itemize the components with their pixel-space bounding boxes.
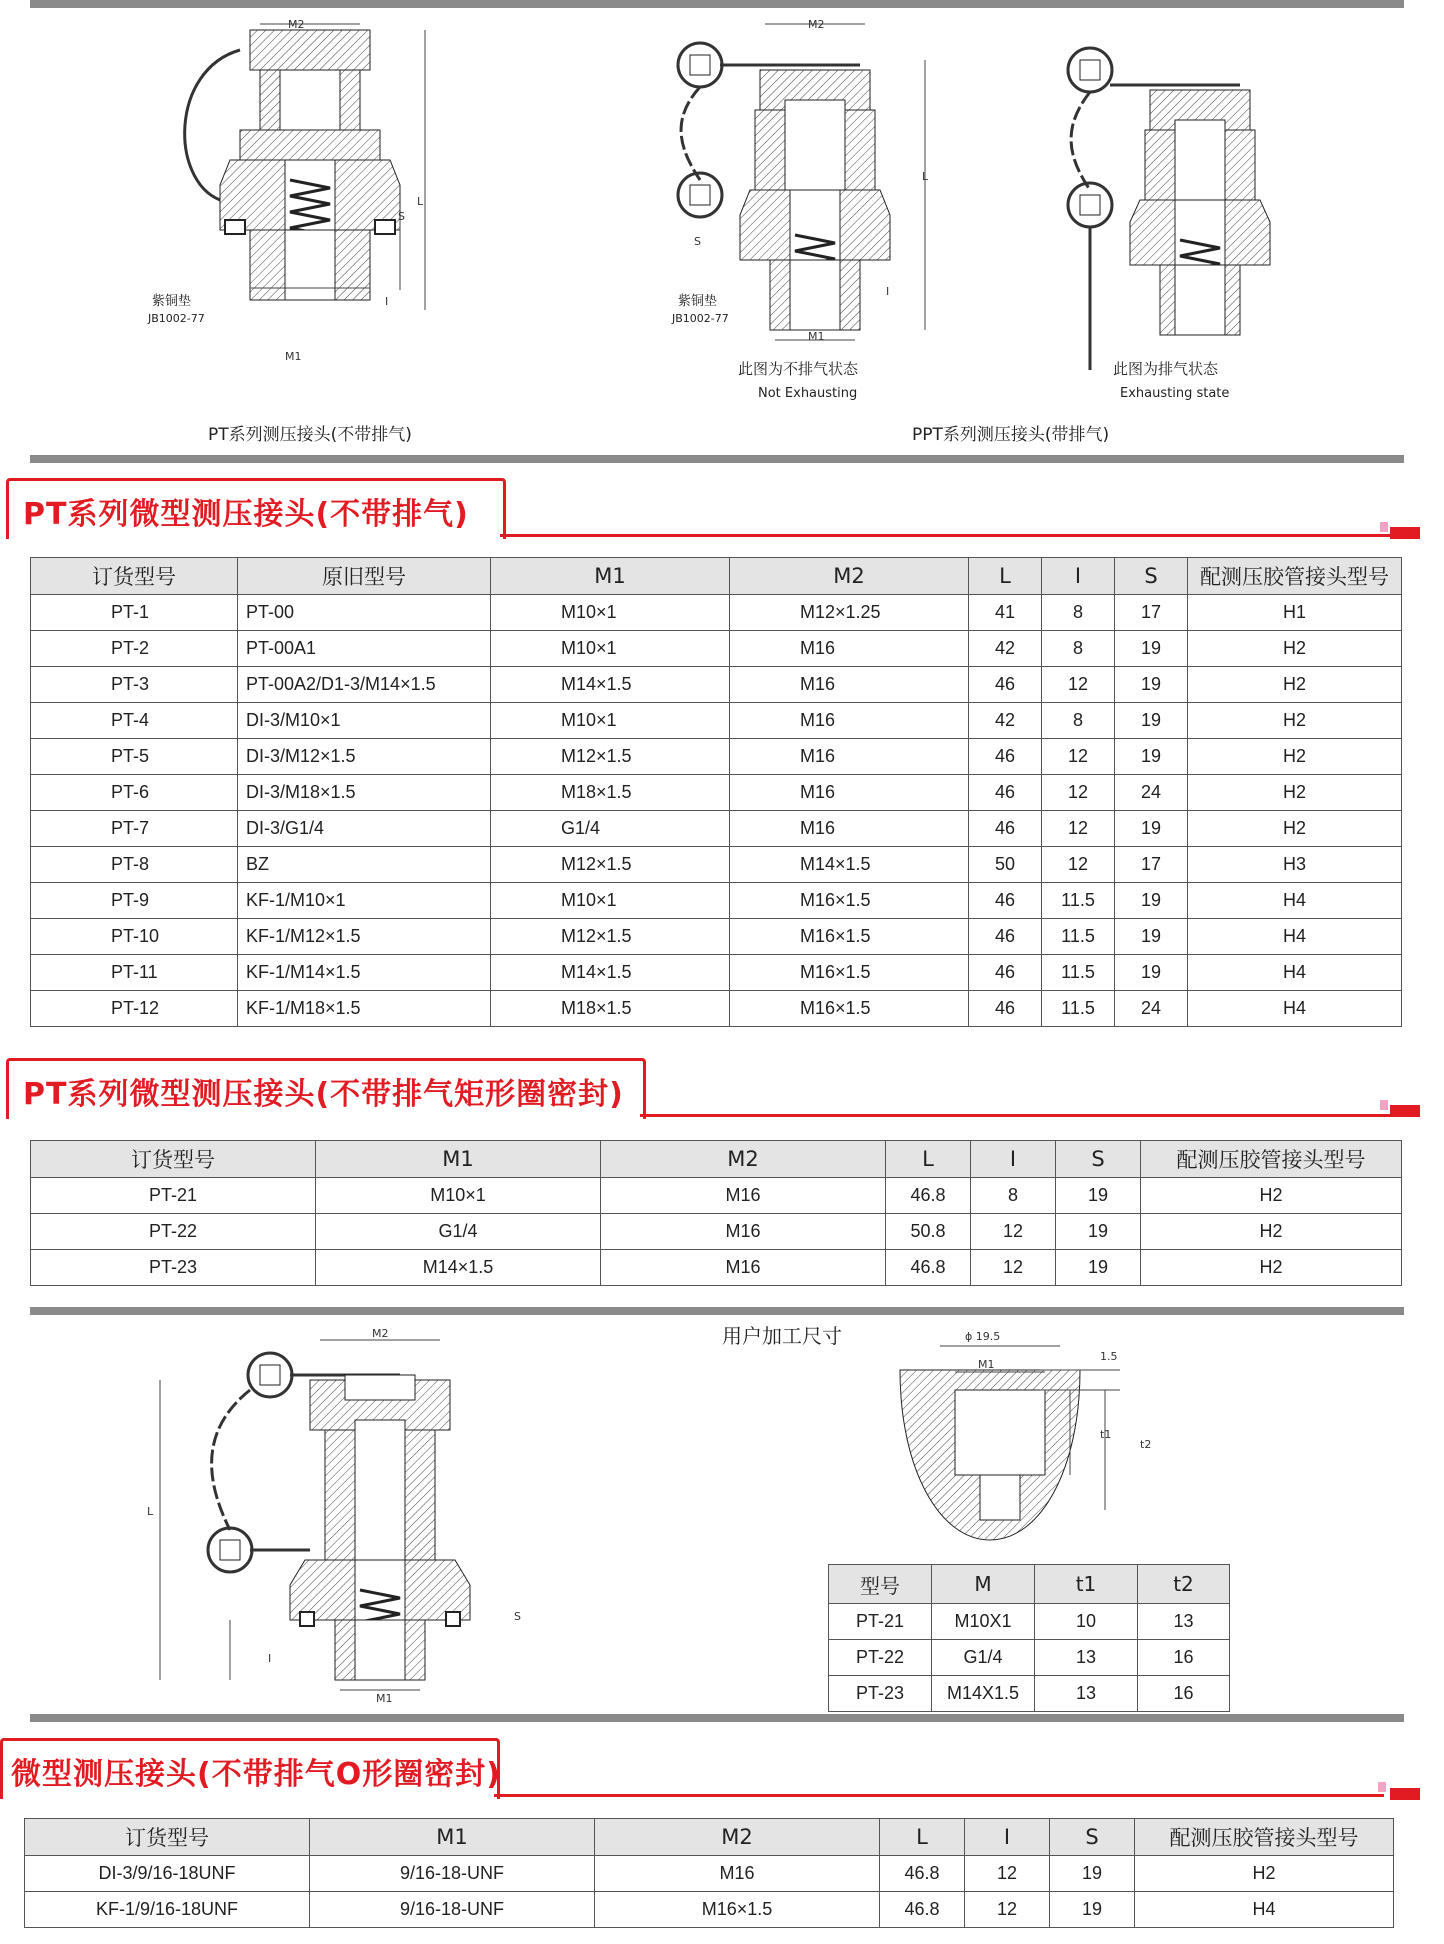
table-cell: 11.5: [1042, 883, 1115, 919]
table-cell: M16: [730, 631, 969, 667]
table-row: [31, 775, 1402, 811]
t2-label: t2: [1140, 1438, 1152, 1451]
table-cell: 50.8: [886, 1214, 971, 1250]
table-cell: M14×1.5: [730, 847, 969, 883]
section2-tab-pink: [1380, 1100, 1388, 1110]
col-hose-model: 配测压胶管接头型号: [1188, 558, 1402, 595]
s2-col-i: I: [971, 1141, 1056, 1178]
table-row: [31, 631, 1402, 667]
ut-col-t2: t2: [1138, 1565, 1230, 1604]
table-cell: M10×1: [491, 703, 730, 739]
table-cell: 46: [969, 883, 1042, 919]
section2-tab: [1390, 1105, 1420, 1117]
ppt-m2-label: M2: [808, 18, 825, 31]
s3-col-l: L: [880, 1819, 965, 1856]
table-cell: H4: [1135, 1892, 1394, 1928]
table-cell: 12: [965, 1892, 1050, 1928]
s2-col-s: S: [1056, 1141, 1141, 1178]
table-row: [31, 1250, 1402, 1286]
mid-m2-label: M2: [372, 1327, 389, 1340]
table-cell: H4: [1188, 955, 1402, 991]
s3-col-order-model: 订货型号: [25, 1819, 310, 1856]
table-cell: 9/16-18-UNF: [310, 1892, 595, 1928]
table-cell: H2: [1141, 1214, 1402, 1250]
col-l: L: [969, 558, 1042, 595]
table-cell: PT-2: [31, 631, 238, 667]
gray-bar-2: [30, 455, 1404, 463]
table-cell: M16×1.5: [730, 991, 969, 1027]
gray-bar-3: [30, 1307, 1404, 1315]
table-cell: M12×1.5: [491, 919, 730, 955]
table-cell: M18×1.5: [491, 991, 730, 1027]
table-cell: 8: [1042, 703, 1115, 739]
table-cell: 19: [1115, 631, 1188, 667]
table-cell: 46: [969, 955, 1042, 991]
table-row: [31, 955, 1402, 991]
table-cell: 42: [969, 703, 1042, 739]
ppt-state-not-exhausting-en: Not Exhausting: [758, 386, 858, 401]
table-cell: 19: [1050, 1856, 1135, 1892]
table-cell: M16: [730, 667, 969, 703]
s3-col-s: S: [1050, 1819, 1135, 1856]
table-cell: M16×1.5: [595, 1892, 880, 1928]
table-cell: 46: [969, 739, 1042, 775]
pt-s-label: S: [398, 210, 405, 223]
table-row: [31, 847, 1402, 883]
s2-col-m2: M2: [601, 1141, 886, 1178]
ppt-state-exhausting-en: Exhausting state: [1120, 386, 1230, 401]
table-cell: 13: [1138, 1604, 1230, 1640]
table-cell: PT-23: [829, 1676, 932, 1712]
table-row: [31, 703, 1402, 739]
pt-m2-label: M2: [288, 18, 305, 31]
table-cell: M10×1: [316, 1178, 601, 1214]
table-cell: 8: [971, 1178, 1056, 1214]
table-cell: 19: [1056, 1178, 1141, 1214]
table-cell: M12×1.25: [730, 595, 969, 631]
section1-title: PT系列微型测压接头(不带排气): [23, 497, 469, 532]
table-cell: 24: [1115, 991, 1188, 1027]
s2-col-l: L: [886, 1141, 971, 1178]
section3-tab: [1390, 1788, 1420, 1800]
table-cell: PT-3: [31, 667, 238, 703]
pt-washer-std: JB1002-77: [148, 312, 205, 325]
ppt-washer-label: 紫铜垫: [678, 294, 718, 309]
user-machining-title: 用户加工尺寸: [722, 1324, 842, 1348]
table-cell: M16: [730, 775, 969, 811]
ppt-l-label: L: [922, 170, 929, 183]
table-row: [31, 991, 1402, 1027]
section3-underline: [494, 1794, 1384, 1797]
ut-col-m: M: [932, 1565, 1035, 1604]
table-cell: M10×1: [491, 883, 730, 919]
user-m1-label: M1: [978, 1358, 995, 1371]
table-cell: H1: [1188, 595, 1402, 631]
table-row: [31, 1178, 1402, 1214]
table-cell: 46: [969, 811, 1042, 847]
section2-table: [30, 1140, 1402, 1286]
table-cell: H3: [1188, 847, 1402, 883]
table-cell: PT-00A2/D1-3/M14×1.5: [238, 667, 491, 703]
table-cell: PT-00: [238, 595, 491, 631]
user-machining-table: [828, 1564, 1230, 1712]
s2-col-hose-model: 配测压胶管接头型号: [1141, 1141, 1402, 1178]
t1-label: t1: [1100, 1428, 1112, 1441]
table-cell: PT-10: [31, 919, 238, 955]
table-cell: H2: [1141, 1250, 1402, 1286]
table-cell: PT-4: [31, 703, 238, 739]
col-m1: M1: [491, 558, 730, 595]
table-cell: DI-3/M12×1.5: [238, 739, 491, 775]
section3-table: [24, 1818, 1394, 1928]
table-cell: 12: [1042, 739, 1115, 775]
table-cell: KF-1/9/16-18UNF: [25, 1892, 310, 1928]
section2-title: PT系列微型测压接头(不带排气矩形圈密封): [23, 1077, 624, 1112]
table-cell: 11.5: [1042, 991, 1115, 1027]
table-cell: PT-8: [31, 847, 238, 883]
pt-washer-label: 紫铜垫: [152, 294, 192, 309]
table-cell: 11.5: [1042, 955, 1115, 991]
table-cell: H2: [1188, 775, 1402, 811]
table-cell: 46: [969, 667, 1042, 703]
s3-col-m2: M2: [595, 1819, 880, 1856]
table-cell: M10X1: [932, 1604, 1035, 1640]
table-cell: M14×1.5: [491, 955, 730, 991]
section1-table: [30, 557, 1402, 1027]
ppt-m1-label: M1: [808, 330, 825, 343]
table-cell: M12×1.5: [491, 739, 730, 775]
table-cell: 8: [1042, 631, 1115, 667]
table-cell: PT-21: [829, 1604, 932, 1640]
table-cell: M10×1: [491, 631, 730, 667]
table-cell: PT-23: [31, 1250, 316, 1286]
table-cell: H2: [1188, 703, 1402, 739]
table-cell: M16: [601, 1178, 886, 1214]
table-cell: 46: [969, 775, 1042, 811]
table-cell: 12: [971, 1250, 1056, 1286]
table-cell: 17: [1115, 595, 1188, 631]
table-cell: 41: [969, 595, 1042, 631]
table-cell: M18×1.5: [491, 775, 730, 811]
table-cell: 12: [1042, 847, 1115, 883]
table-cell: PT-12: [31, 991, 238, 1027]
section1-tab-pink: [1380, 522, 1388, 532]
table-cell: M10×1: [491, 595, 730, 631]
table-cell: H2: [1188, 631, 1402, 667]
table-row: [25, 1892, 1394, 1928]
table-cell: PT-21: [31, 1178, 316, 1214]
pt-caption: PT系列测压接头(不带排气): [208, 425, 412, 445]
table-cell: 10: [1035, 1604, 1138, 1640]
table-cell: M14×1.5: [491, 667, 730, 703]
table-cell: PT-11: [31, 955, 238, 991]
table-row: [31, 739, 1402, 775]
section1-underline: [500, 534, 1400, 537]
table-cell: KF-1/M10×1: [238, 883, 491, 919]
table-cell: PT-1: [31, 595, 238, 631]
table-cell: 46: [969, 919, 1042, 955]
table-cell: 46.8: [880, 1856, 965, 1892]
table-cell: 19: [1056, 1214, 1141, 1250]
table-cell: 19: [1050, 1892, 1135, 1928]
table-row: [829, 1640, 1230, 1676]
s2-col-m1: M1: [316, 1141, 601, 1178]
table-cell: 16: [1138, 1640, 1230, 1676]
section1-header: [6, 478, 506, 539]
table-cell: PT-22: [31, 1214, 316, 1250]
table-cell: KF-1/M18×1.5: [238, 991, 491, 1027]
table-cell: 46.8: [886, 1250, 971, 1286]
table-cell: PT-5: [31, 739, 238, 775]
table-cell: 24: [1115, 775, 1188, 811]
table-cell: PT-00A1: [238, 631, 491, 667]
mid-l-label: L: [147, 1505, 154, 1518]
table-cell: 8: [1042, 595, 1115, 631]
table-cell: 12: [1042, 775, 1115, 811]
ppt-i-label: I: [886, 285, 890, 298]
table-cell: H4: [1188, 919, 1402, 955]
mid-i-label: I: [268, 1652, 272, 1665]
table-row: [829, 1604, 1230, 1640]
section3-title: 微型测压接头(不带排气O形圈密封): [11, 1757, 501, 1792]
table-cell: 42: [969, 631, 1042, 667]
table-cell: H2: [1188, 811, 1402, 847]
table-cell: 19: [1115, 811, 1188, 847]
table-cell: H2: [1135, 1856, 1394, 1892]
table-cell: M14×1.5: [316, 1250, 601, 1286]
table-cell: H2: [1188, 667, 1402, 703]
table-cell: KF-1/M14×1.5: [238, 955, 491, 991]
table-row: [31, 811, 1402, 847]
col-old-model: 原旧型号: [238, 558, 491, 595]
ut-col-model: 型号: [829, 1565, 932, 1604]
table-cell: 19: [1115, 919, 1188, 955]
table-cell: G1/4: [491, 811, 730, 847]
table-cell: DI-3/M10×1: [238, 703, 491, 739]
col-order-model: 订货型号: [31, 558, 238, 595]
table-cell: 11.5: [1042, 919, 1115, 955]
section1-tab: [1390, 527, 1420, 539]
section2-underline: [640, 1114, 1400, 1117]
section3-header: [0, 1738, 500, 1799]
table-row: [25, 1856, 1394, 1892]
d15-label: 1.5: [1100, 1350, 1118, 1363]
table-cell: M16×1.5: [730, 883, 969, 919]
table-cell: 12: [1042, 811, 1115, 847]
table-cell: M16: [601, 1214, 886, 1250]
table-cell: H4: [1188, 883, 1402, 919]
table-cell: 19: [1115, 667, 1188, 703]
table-cell: M12×1.5: [491, 847, 730, 883]
col-s: S: [1115, 558, 1188, 595]
table-row: [31, 667, 1402, 703]
s3-col-i: I: [965, 1819, 1050, 1856]
ppt-state-exhausting-cn: 此图为排气状态: [1113, 360, 1219, 378]
ppt-caption: PPT系列测压接头(带排气): [912, 425, 1110, 445]
table-cell: PT-22: [829, 1640, 932, 1676]
table-cell: M14X1.5: [932, 1676, 1035, 1712]
s3-col-hose-model: 配测压胶管接头型号: [1135, 1819, 1394, 1856]
table-cell: G1/4: [932, 1640, 1035, 1676]
table-cell: 13: [1035, 1640, 1138, 1676]
table-row: [31, 595, 1402, 631]
gray-bar-4: [30, 1714, 1404, 1722]
table-row: [31, 1214, 1402, 1250]
table-cell: G1/4: [316, 1214, 601, 1250]
table-cell: 12: [971, 1214, 1056, 1250]
col-m2: M2: [730, 558, 969, 595]
table-cell: M16: [730, 703, 969, 739]
table-cell: 46.8: [886, 1178, 971, 1214]
table-cell: 19: [1056, 1250, 1141, 1286]
table-cell: M16: [730, 739, 969, 775]
pt-m1-label: M1: [285, 350, 302, 363]
table-cell: H4: [1188, 991, 1402, 1027]
table-row: [31, 883, 1402, 919]
phi-label: ϕ 19.5: [965, 1330, 1001, 1343]
ppt-state-not-exhausting-cn: 此图为不排气状态: [738, 360, 859, 378]
ppt-washer-std: JB1002-77: [672, 312, 729, 325]
section3-tab-pink: [1378, 1782, 1386, 1792]
mid-s-label: S: [514, 1610, 521, 1623]
table-cell: 19: [1115, 703, 1188, 739]
table-cell: M16×1.5: [730, 919, 969, 955]
table-cell: BZ: [238, 847, 491, 883]
table-cell: 50: [969, 847, 1042, 883]
table-cell: M16×1.5: [730, 955, 969, 991]
ppt-s-label: S: [694, 235, 701, 248]
table-row: [829, 1676, 1230, 1712]
table-cell: 13: [1035, 1676, 1138, 1712]
table-cell: KF-1/M12×1.5: [238, 919, 491, 955]
table-cell: DI-3/M18×1.5: [238, 775, 491, 811]
table-cell: M16: [730, 811, 969, 847]
table-cell: 19: [1115, 739, 1188, 775]
s3-col-m1: M1: [310, 1819, 595, 1856]
table-cell: 46.8: [880, 1892, 965, 1928]
ut-col-t1: t1: [1035, 1565, 1138, 1604]
table-cell: 19: [1115, 955, 1188, 991]
ppt-exhausting-drawing: [1050, 10, 1330, 370]
table-cell: DI-3/G1/4: [238, 811, 491, 847]
col-i: I: [1042, 558, 1115, 595]
mid-m1-label: M1: [376, 1692, 393, 1705]
table-cell: M16: [595, 1856, 880, 1892]
table-cell: DI-3/9/16-18UNF: [25, 1856, 310, 1892]
section2-header: [6, 1058, 646, 1119]
table-cell: PT-9: [31, 883, 238, 919]
table-cell: M16: [601, 1250, 886, 1286]
table-cell: H2: [1141, 1178, 1402, 1214]
table-cell: PT-7: [31, 811, 238, 847]
table-cell: 9/16-18-UNF: [310, 1856, 595, 1892]
s2-col-order-model: 订货型号: [31, 1141, 316, 1178]
table-row: [31, 919, 1402, 955]
table-cell: PT-6: [31, 775, 238, 811]
pt21-fitting-drawing: [150, 1320, 570, 1700]
table-cell: 12: [1042, 667, 1115, 703]
table-cell: 19: [1115, 883, 1188, 919]
pt-i-label: I: [385, 295, 389, 308]
pt-l-label: L: [417, 195, 424, 208]
table-cell: 17: [1115, 847, 1188, 883]
table-cell: 16: [1138, 1676, 1230, 1712]
table-cell: H2: [1188, 739, 1402, 775]
user-machining-drawing: [880, 1330, 1200, 1550]
table-cell: 46: [969, 991, 1042, 1027]
top-gray-bar: [30, 0, 1404, 8]
table-cell: 12: [965, 1856, 1050, 1892]
